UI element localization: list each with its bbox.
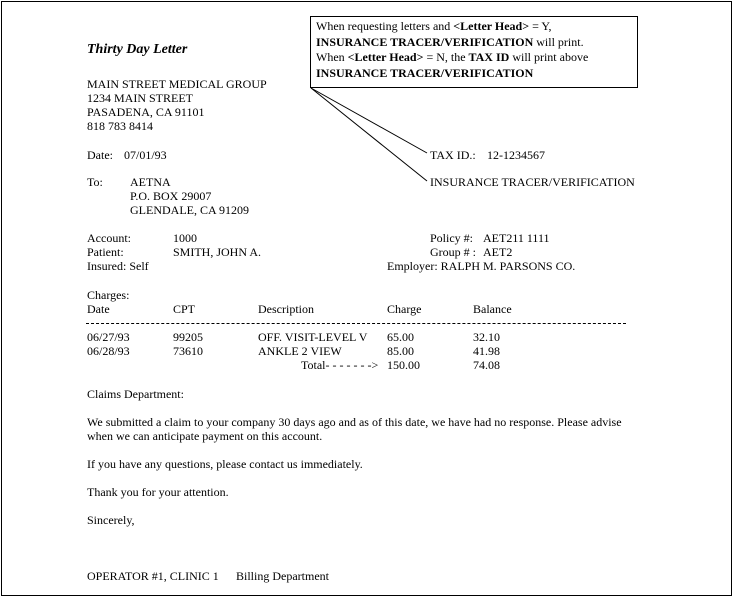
row-1-charge: 65.00: [387, 330, 414, 344]
insured-line: Insured: Self: [87, 259, 149, 273]
practice-name: MAIN STREET MEDICAL GROUP: [87, 77, 267, 91]
row-1-balance: 32.10: [473, 330, 500, 344]
body-paragraph-3: Thank you for your attention.: [87, 485, 229, 499]
practice-street: 1234 MAIN STREET: [87, 91, 193, 105]
total-charge: 150.00: [387, 358, 420, 372]
patient-label: Patient:: [87, 245, 124, 259]
policy-value: AET211 1111: [483, 231, 550, 245]
date-label: Date:: [87, 148, 113, 162]
tax-id-label: TAX ID.:: [430, 148, 476, 162]
group-label: Group # :: [430, 245, 476, 259]
col-header-cpt: CPT: [173, 302, 196, 316]
charges-label: Charges:: [87, 288, 130, 302]
practice-city: PASADENA, CA 91101: [87, 105, 205, 119]
tax-id-value: 12-1234567: [487, 148, 545, 162]
row-1-cpt: 99205: [173, 330, 203, 344]
to-label: To:: [87, 175, 103, 189]
signature-operator: OPERATOR #1, CLINIC 1: [87, 569, 219, 583]
signature-department: Billing Department: [236, 569, 329, 583]
recipient-address: P.O. BOX 29007: [130, 189, 212, 203]
date-value: 07/01/93: [124, 148, 167, 162]
recipient-city: GLENDALE, CA 91209: [130, 203, 249, 217]
salutation: Claims Department:: [87, 387, 184, 401]
closing: Sincerely,: [87, 513, 135, 527]
account-label: Account:: [87, 231, 131, 245]
row-2-date: 06/28/93: [87, 344, 130, 358]
total-label: Total- - - - - - ->: [301, 358, 379, 372]
row-1-date: 06/27/93: [87, 330, 130, 344]
account-value: 1000: [173, 231, 197, 245]
leader-line-tracer: [311, 88, 427, 181]
row-2-cpt: 73610: [173, 344, 203, 358]
row-2-charge: 85.00: [387, 344, 414, 358]
col-header-balance: Balance: [473, 302, 512, 316]
body-paragraph-1-line-1: We submitted a claim to your company 30 days ago and as of this date, we have had no response. Please advise: [87, 415, 622, 429]
recipient-name: AETNA: [130, 175, 171, 189]
practice-phone: 818 783 8414: [87, 119, 153, 133]
row-2-balance: 41.98: [473, 344, 500, 358]
body-paragraph-2: If you have any questions, please contact us immediately.: [87, 457, 363, 471]
header-divider: [86, 323, 626, 324]
body-paragraph-1-line-2: when we can anticipate payment on this account.: [87, 429, 323, 443]
policy-label: Policy #:: [430, 231, 474, 245]
patient-value: SMITH, JOHN A.: [173, 245, 262, 259]
leader-line-tax-id: [311, 88, 427, 153]
annotation-callout: When requesting letters and <Letter Head> = Y, INSURANCE TRACER/VERIFICATION will print. When <Letter Head> = N, the TAX ID will print above INSURANCE TRACER/VERIFICATION: [310, 16, 638, 88]
group-value: AET2: [483, 245, 513, 259]
col-header-description: Description: [258, 302, 314, 316]
employer-line: Employer: RALPH M. PARSONS CO.: [387, 259, 576, 273]
letter-title: Thirty Day Letter: [87, 42, 188, 57]
tracer-heading: INSURANCE TRACER/VERIFICATION: [430, 175, 635, 189]
row-2-description: ANKLE 2 VIEW: [258, 344, 342, 358]
total-balance: 74.08: [473, 358, 500, 372]
row-1-description: OFF. VISIT-LEVEL V: [258, 330, 368, 344]
col-header-date: Date: [87, 302, 110, 316]
col-header-charge: Charge: [387, 302, 422, 316]
